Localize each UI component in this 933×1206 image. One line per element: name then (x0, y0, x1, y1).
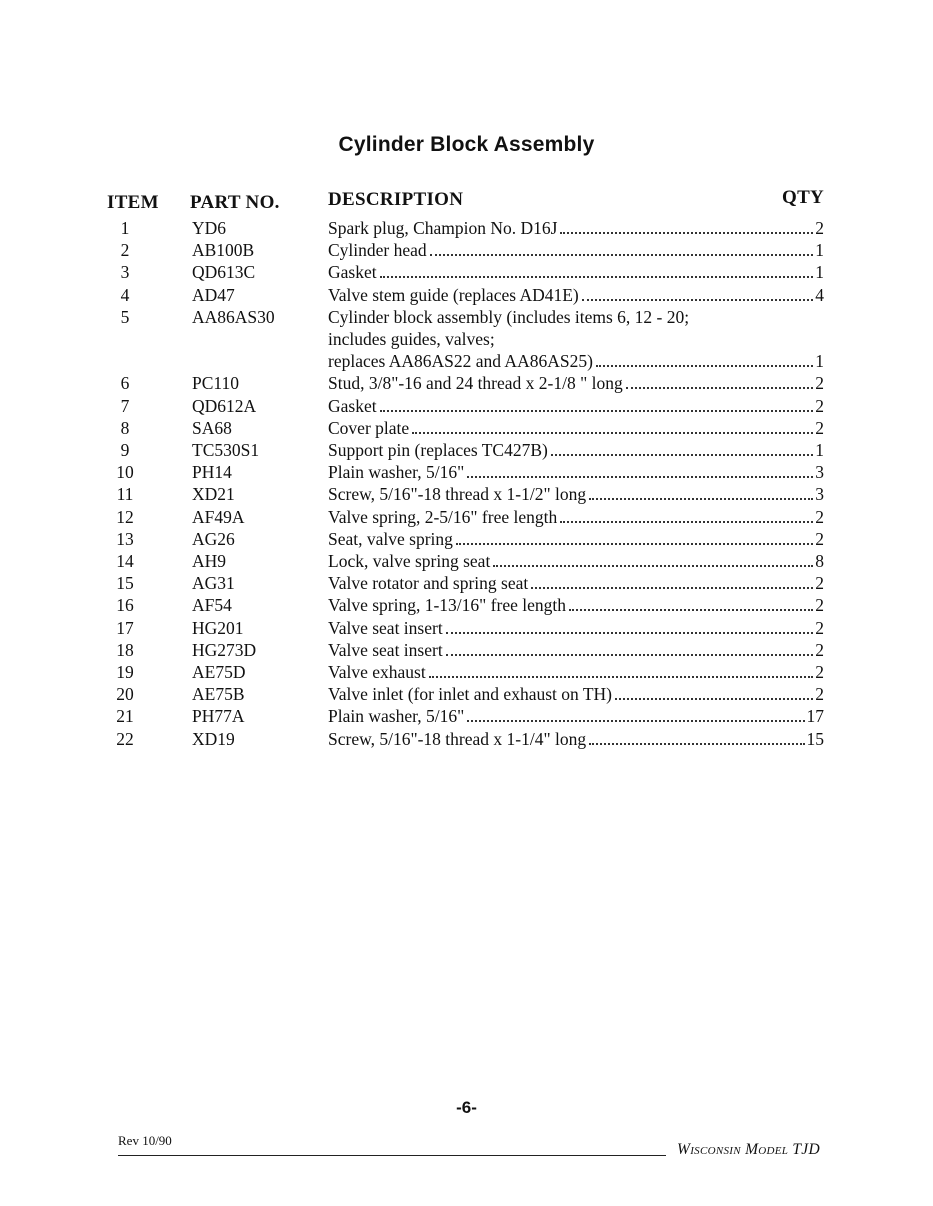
table-row (100, 217, 830, 239)
part-number: AF54 (192, 595, 232, 616)
description-cell (328, 572, 830, 594)
table-row (100, 683, 830, 705)
dot-leader (582, 298, 813, 301)
description-line (328, 395, 824, 417)
item-number: 13 (116, 528, 134, 549)
parts-table-body (100, 217, 830, 750)
description-text: Valve seat insert (328, 639, 443, 660)
dot-leader (429, 675, 814, 678)
description-text: Seat, valve spring (328, 528, 453, 549)
description-cell (328, 350, 830, 372)
table-row (100, 395, 830, 417)
description-text: Valve seat insert (328, 617, 443, 638)
dot-leader (560, 520, 813, 523)
dot-leader (380, 409, 814, 412)
table-row (100, 372, 830, 394)
item-number: 10 (116, 462, 134, 483)
item-number: 7 (120, 395, 130, 416)
description-text: Cover plate (328, 417, 410, 438)
item-number: 11 (116, 484, 134, 505)
column-gap (150, 350, 192, 372)
column-gap (150, 461, 192, 483)
description-text: Valve exhaust (328, 662, 426, 683)
description-cell (328, 372, 830, 394)
description-text: Cylinder block assembly (includes items 6, 12 - 20; (328, 306, 690, 327)
description-text: Valve stem guide (replaces AD41E) (328, 284, 579, 305)
dot-leader (551, 453, 813, 456)
part-number: YD6 (192, 218, 227, 238)
column-gap (150, 439, 192, 461)
column-gap (150, 328, 192, 350)
item-number: 18 (116, 639, 134, 660)
item-number: 4 (120, 284, 130, 305)
header-part-no: PART NO. (190, 192, 280, 213)
description-line (328, 217, 824, 239)
page-number: -6- (456, 1098, 477, 1117)
dot-leader (531, 586, 813, 589)
description-line (328, 328, 824, 350)
item-number: 15 (116, 573, 134, 594)
dot-leader (380, 275, 814, 278)
description-line (328, 306, 824, 328)
table-row (100, 550, 830, 572)
quantity: 2 (815, 595, 824, 616)
description-cell (328, 417, 830, 439)
description-line (328, 550, 824, 572)
description-cell (328, 395, 830, 417)
column-gap (150, 728, 192, 750)
table-row (100, 572, 830, 594)
table-row (100, 617, 830, 639)
dot-leader (560, 231, 813, 234)
part-number: XD21 (192, 484, 235, 505)
item-number: 8 (120, 417, 130, 438)
item-number: 1 (120, 218, 130, 238)
quantity: 2 (815, 639, 824, 660)
description-cell (328, 705, 830, 727)
description-cell (328, 639, 830, 661)
column-gap (150, 417, 192, 439)
description-cell (328, 328, 830, 350)
description-text: replaces AA86AS22 and AA86AS25) (328, 351, 593, 372)
quantity: 2 (815, 218, 824, 238)
part-number: AA86AS30 (192, 306, 275, 327)
dot-leader (446, 653, 814, 656)
dot-leader (615, 697, 813, 700)
part-number: AE75D (192, 662, 246, 683)
description-line (328, 261, 824, 283)
description-text: Valve rotator and spring seat (328, 573, 529, 594)
column-gap (150, 528, 192, 550)
description-text: Cylinder head (328, 240, 427, 261)
part-number (192, 350, 328, 372)
quantity: 1 (815, 240, 824, 261)
quantity: 15 (806, 728, 824, 749)
description-line (328, 705, 824, 727)
dot-leader (596, 364, 813, 367)
item-number: 5 (120, 306, 130, 327)
description-text: includes guides, valves; (328, 329, 495, 350)
column-gap (150, 550, 192, 572)
column-gap (150, 705, 192, 727)
item-number: 2 (120, 240, 130, 261)
column-gap (150, 239, 192, 261)
quantity: 3 (815, 462, 824, 483)
description-cell (328, 284, 830, 306)
description-line (328, 483, 824, 505)
part-number: AF49A (192, 506, 245, 527)
table-row (100, 239, 830, 261)
description-line (328, 639, 824, 661)
quantity: 1 (815, 351, 824, 372)
description-cell (328, 594, 830, 616)
description-cell (328, 683, 830, 705)
quantity: 1 (815, 262, 824, 283)
description-cell (328, 306, 830, 328)
table-row (100, 417, 830, 439)
footer-rule (118, 1155, 666, 1156)
description-line (328, 617, 824, 639)
part-number: QD612A (192, 395, 257, 416)
description-line (328, 461, 824, 483)
dot-leader (467, 475, 813, 478)
part-number: SA68 (192, 417, 232, 438)
item-number: 17 (116, 617, 134, 638)
part-number: HG201 (192, 617, 244, 638)
dot-leader (569, 608, 813, 611)
table-row (100, 483, 830, 505)
description-cell (328, 550, 830, 572)
column-gap (150, 306, 192, 328)
part-number (192, 328, 328, 350)
column-gap (150, 372, 192, 394)
description-line (328, 439, 824, 461)
dot-leader (589, 742, 804, 745)
description-cell (328, 483, 830, 505)
model-label: Wisconsin Model TJD (677, 1141, 820, 1158)
dot-leader (456, 542, 813, 545)
description-line (328, 284, 824, 306)
description-text: Support pin (replaces TC427B) (328, 440, 548, 461)
quantity: 1 (815, 440, 824, 461)
description-text: Spark plug, Champion No. D16J (328, 218, 558, 238)
column-gap (150, 395, 192, 417)
table-row (100, 728, 830, 750)
description-cell (328, 661, 830, 683)
page-title: Cylinder Block Assembly (338, 133, 595, 156)
column-gap (150, 661, 192, 683)
table-row (100, 528, 830, 550)
table-row (100, 461, 830, 483)
column-gap (150, 683, 192, 705)
quantity: 3 (815, 484, 824, 505)
column-gap (150, 572, 192, 594)
quantity: 2 (815, 395, 824, 416)
dot-leader (446, 631, 814, 634)
part-number: AG26 (192, 528, 235, 549)
description-text: Gasket (328, 262, 377, 283)
part-number: XD19 (192, 728, 235, 749)
parts-table (100, 217, 830, 750)
item-number (100, 350, 150, 372)
quantity: 4 (815, 284, 824, 305)
table-row (100, 506, 830, 528)
dot-leader (493, 564, 813, 567)
dot-leader (412, 431, 813, 434)
description-text: Lock, valve spring seat (328, 551, 491, 572)
description-cell (328, 439, 830, 461)
item-number (100, 328, 150, 350)
description-text: Valve spring, 1-13/16" free length (328, 595, 566, 616)
part-number: AB100B (192, 240, 255, 261)
item-number: 22 (116, 728, 134, 749)
quantity: 2 (815, 417, 824, 438)
item-number: 19 (116, 662, 134, 683)
description-line (328, 506, 824, 528)
item-number: 12 (116, 506, 134, 527)
part-number: PH77A (192, 706, 245, 727)
column-gap (150, 594, 192, 616)
item-number: 3 (120, 262, 130, 283)
part-number: AH9 (192, 551, 227, 572)
part-number: AD47 (192, 284, 235, 305)
item-number: 20 (116, 684, 134, 705)
description-text: Valve inlet (for inlet and exhaust on TH) (328, 684, 612, 705)
header-description: DESCRIPTION (328, 189, 464, 210)
part-number: TC530S1 (192, 440, 260, 461)
description-cell (328, 617, 830, 639)
revision-label: Rev 10/90 (118, 1133, 172, 1148)
quantity: 2 (815, 506, 824, 527)
dot-leader (589, 497, 813, 500)
quantity: 17 (806, 706, 824, 727)
item-number: 21 (116, 706, 134, 727)
dot-leader (430, 253, 814, 256)
description-cell (328, 217, 830, 239)
description-text: Plain washer, 5/16" (328, 462, 465, 483)
description-cell (328, 506, 830, 528)
description-cell (328, 239, 830, 261)
part-number: PH14 (192, 462, 232, 483)
description-text: Plain washer, 5/16" (328, 706, 465, 727)
description-line (328, 528, 824, 550)
column-gap (150, 483, 192, 505)
part-number: PC110 (192, 373, 240, 394)
column-gap (150, 217, 192, 239)
column-gap (150, 506, 192, 528)
description-line (328, 417, 824, 439)
header-qty: QTY (782, 187, 825, 208)
table-row (100, 594, 830, 616)
dot-leader (467, 719, 804, 722)
quantity: 8 (815, 551, 824, 572)
quantity: 2 (815, 528, 824, 549)
description-line (328, 728, 824, 750)
part-number: AG31 (192, 573, 235, 594)
part-number: HG273D (192, 639, 257, 660)
item-number: 16 (116, 595, 134, 616)
description-cell (328, 728, 830, 750)
description-line (328, 661, 824, 683)
part-number: AE75B (192, 684, 245, 705)
description-line (328, 350, 824, 372)
description-line (328, 239, 824, 261)
table-row (100, 261, 830, 283)
table-row (100, 705, 830, 727)
description-line (328, 683, 824, 705)
table-row (100, 639, 830, 661)
column-gap (150, 284, 192, 306)
column-gap (150, 617, 192, 639)
quantity: 2 (815, 617, 824, 638)
item-number: 9 (120, 440, 130, 461)
quantity: 2 (815, 662, 824, 683)
description-text: Valve spring, 2-5/16" free length (328, 506, 558, 527)
table-row (100, 328, 830, 350)
table-row (100, 439, 830, 461)
description-cell (328, 461, 830, 483)
column-gap (150, 639, 192, 661)
quantity: 2 (815, 373, 824, 394)
part-number: QD613C (192, 262, 256, 283)
description-line (328, 594, 824, 616)
table-row (100, 306, 830, 328)
description-line (328, 572, 824, 594)
header-item: ITEM (107, 192, 159, 213)
description-cell (328, 528, 830, 550)
table-row (100, 284, 830, 306)
quantity: 2 (815, 684, 824, 705)
description-text: Screw, 5/16"-18 thread x 1-1/2" long (328, 484, 587, 505)
column-gap (150, 261, 192, 283)
description-text: Screw, 5/16"-18 thread x 1-1/4" long (328, 728, 587, 749)
table-row (100, 661, 830, 683)
description-text: Stud, 3/8"-16 and 24 thread x 2-1/8 " long (328, 373, 623, 394)
description-text: Gasket (328, 395, 377, 416)
dot-leader (626, 386, 814, 389)
description-cell (328, 261, 830, 283)
quantity: 2 (815, 573, 824, 594)
table-row (100, 350, 830, 372)
item-number: 6 (120, 373, 130, 394)
description-line (328, 372, 824, 394)
item-number: 14 (116, 551, 134, 572)
